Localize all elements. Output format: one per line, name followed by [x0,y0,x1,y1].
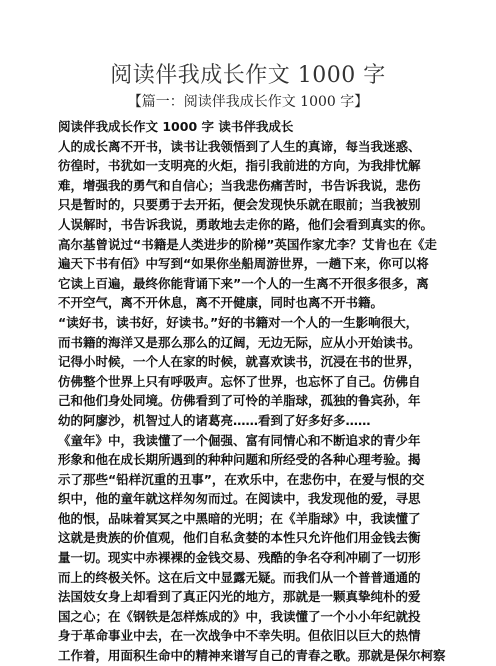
body-line: 示了那些“铅样沉重的丑事”，在欢乐中，在悲伤中，在爱与恨的交 [58,471,425,487]
document-subtitle: 【篇一：阅读伴我成长作文 1000 字】 [127,94,369,110]
body-line: 高尔基曾说过“书籍是人类进步的阶梯”英国作家尤李？艾肯也在《走 [58,236,437,252]
body-line: 织中，他的童年就这样匆匆而过。在阅读中，我发现他的爱，寻思 [58,491,421,507]
body-line: 形象和他在成长期所遇到的种种问题和所经受的各种心理考验。揭 [58,452,421,468]
body-line: 量一切。现实中赤裸裸的金钱交易、残酷的争名夺利冲刷了一切形 [58,550,421,566]
body-line: 《童年》中，我读懂了一个倔强、富有同情心和不断追求的青少年 [58,432,421,448]
body-line: 人的成长离不开书，读书让我领悟到了人生的真谛，每当我迷惑、 [58,138,421,154]
body-line: 法国妓女身上却看到了真正闪光的地方，那就是一颗真挚纯朴的爱 [58,589,421,605]
body-line: “读好书，读书好，好读书。”好的书籍对一个人的一生影响很大， [58,314,419,330]
document-title: 阅读伴我成长作文 1000 字 [110,63,386,88]
body-line: 身于革命事业中去，在一次战争中不幸失明。但依旧以巨大的热情 [58,628,421,644]
body-line: 它读上百遍，最终你能背诵下来”一个人的一生离不开很多很多，离 [58,275,429,291]
body-line: 遍天下书有佰》中写到“如果你坐船周游世界，一趟下来，你可以将 [58,256,429,272]
body-line: 而上的终极关怀。这在后文中显露无疑。而我们从一个普普通通的 [58,569,421,585]
body-line: 工作着，用面积生命中的精神来谱写自己的青春之歌。那就是保尔柯察 [58,648,446,664]
body-line: 而书籍的海洋又是那么那么的辽阔，无边无际，应从小开始读书。 [58,334,421,350]
body-line: 阅读伴我成长作文 1000 字 读书伴我成长 [58,119,294,134]
body-line: 只是暂时的，只要勇于去开拓，便会发现快乐就在眼前；当我被别 [58,197,421,213]
body-line: 彷徨时，书犹如一支明亮的火炬，指引我前进的方向，为我排忧解 [58,158,421,174]
body-line: 难，增强我的勇气和自信心；当我悲伤痛苦时，书告诉我说，悲伤 [58,177,421,193]
body-line: 不开空气，离不开休息，离不开健康，同时也离不开书籍。 [58,295,384,311]
body-line: 幼的阿廖沙，机智过人的诸葛亮……看到了好多好多…… [58,412,371,428]
body-line: 这就是贵族的价值观，他们自私贪婪的本性只允许他们用金钱去衡 [58,530,421,546]
body-line: 国之心；在《钢铁是怎样炼成的》中，我读懂了一个小小年纪就投 [58,608,421,624]
body-line: 记得小时候，一个人在家的时候，就喜欢读书，沉浸在书的世界， [58,354,421,370]
body-line: 己和他们身处同境。仿佛看到了可怜的羊脂球，孤独的鲁宾孙，年 [58,393,421,409]
body-line: 人误解时，书告诉我说，勇敢地去走你的路，他们会看到真实的你。 [58,216,434,232]
document-body [58,117,454,666]
body-line: 他的恨，品味着冥冥之中黑暗的光明；在《羊脂球》中，我读懂了 [58,510,421,526]
body-line: 仿佛整个世界上只有呼吸声。忘怀了世界，也忘怀了自己。仿佛自 [58,373,421,389]
